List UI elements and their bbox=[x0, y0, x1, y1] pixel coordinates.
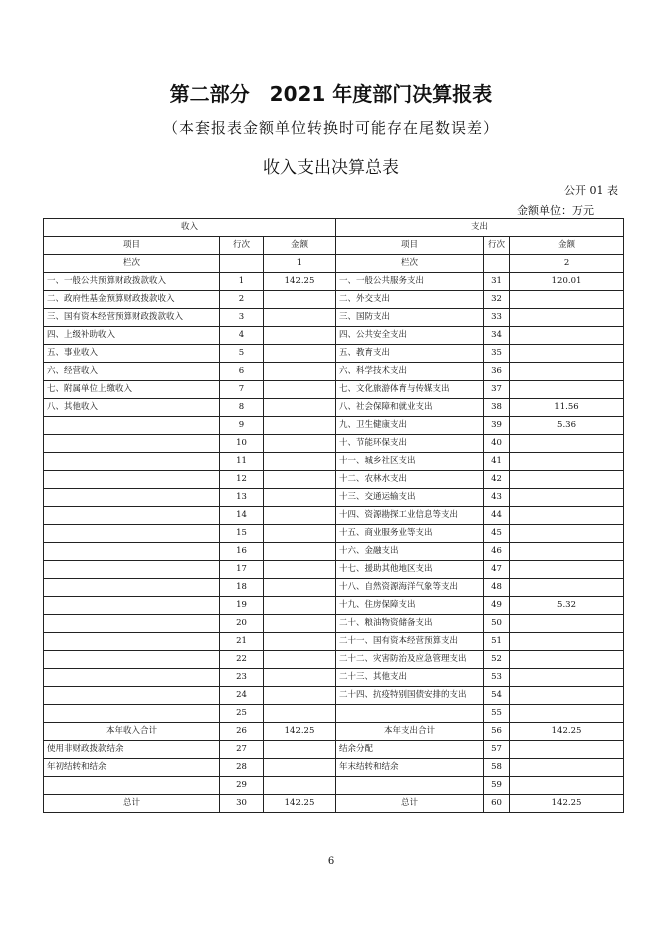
table-row bbox=[44, 543, 624, 561]
table-row bbox=[44, 525, 624, 543]
table-row bbox=[44, 507, 624, 525]
expense-amount bbox=[510, 579, 624, 597]
table-row bbox=[44, 777, 624, 795]
income-item: 年初结转和结余 bbox=[44, 759, 220, 777]
income-row-number: 21 bbox=[220, 633, 264, 651]
income-lanci-blank bbox=[220, 255, 264, 273]
income-amount bbox=[264, 669, 336, 687]
expense-row-number: 57 bbox=[484, 741, 510, 759]
income-amount bbox=[264, 363, 336, 381]
income-row-number: 30 bbox=[220, 795, 264, 813]
expense-item: 年末结转和结余 bbox=[336, 759, 484, 777]
income-item bbox=[44, 435, 220, 453]
income-amount bbox=[264, 489, 336, 507]
expense-item: 六、科学技术支出 bbox=[336, 363, 484, 381]
column-header-row bbox=[44, 237, 624, 255]
expense-row-number: 37 bbox=[484, 381, 510, 399]
income-row-number: 3 bbox=[220, 309, 264, 327]
expense-item: 本年支出合计 bbox=[336, 723, 484, 741]
income-amount bbox=[264, 327, 336, 345]
income-item bbox=[44, 777, 220, 795]
income-row-number: 13 bbox=[220, 489, 264, 507]
income-row-number: 25 bbox=[220, 705, 264, 723]
income-amount bbox=[264, 615, 336, 633]
income-amount bbox=[264, 705, 336, 723]
expense-amount bbox=[510, 687, 624, 705]
expense-item: 十八、自然资源海洋气象等支出 bbox=[336, 579, 484, 597]
expense-amount bbox=[510, 309, 624, 327]
table-row bbox=[44, 471, 624, 489]
expense-amount bbox=[510, 471, 624, 489]
income-item bbox=[44, 579, 220, 597]
income-item bbox=[44, 633, 220, 651]
table-row bbox=[44, 597, 624, 615]
expense-amount: 5.32 bbox=[510, 597, 624, 615]
expense-item: 三、国防支出 bbox=[336, 309, 484, 327]
income-item: 使用非财政拨款结余 bbox=[44, 741, 220, 759]
expense-lanci-blank bbox=[484, 255, 510, 273]
income-row-number: 7 bbox=[220, 381, 264, 399]
income-item bbox=[44, 705, 220, 723]
income-amount bbox=[264, 597, 336, 615]
expense-row-number: 41 bbox=[484, 453, 510, 471]
income-row-number: 2 bbox=[220, 291, 264, 309]
income-row-number: 26 bbox=[220, 723, 264, 741]
income-item bbox=[44, 525, 220, 543]
column-number-row bbox=[44, 255, 624, 273]
income-row-header: 行次 bbox=[220, 237, 264, 255]
expense-item: 四、公共安全支出 bbox=[336, 327, 484, 345]
table-row bbox=[44, 453, 624, 471]
table-row bbox=[44, 759, 624, 777]
expense-row-number: 36 bbox=[484, 363, 510, 381]
income-item bbox=[44, 687, 220, 705]
income-item: 三、国有资本经营预算财政拨款收入 bbox=[44, 309, 220, 327]
expense-lanci-label: 栏次 bbox=[336, 255, 484, 273]
income-item bbox=[44, 471, 220, 489]
expense-item-header: 项目 bbox=[336, 237, 484, 255]
expense-amount bbox=[510, 489, 624, 507]
expense-row-number: 58 bbox=[484, 759, 510, 777]
income-item bbox=[44, 489, 220, 507]
expense-amount bbox=[510, 525, 624, 543]
expense-amount bbox=[510, 669, 624, 687]
expense-item: 二十三、其他支出 bbox=[336, 669, 484, 687]
income-row-number: 23 bbox=[220, 669, 264, 687]
income-item-header: 项目 bbox=[44, 237, 220, 255]
income-row-number: 6 bbox=[220, 363, 264, 381]
expense-item: 十七、援助其他地区支出 bbox=[336, 561, 484, 579]
table-row bbox=[44, 489, 624, 507]
expense-item: 十二、农林水支出 bbox=[336, 471, 484, 489]
table-row bbox=[44, 309, 624, 327]
expense-item: 结余分配 bbox=[336, 741, 484, 759]
table-title: 收入支出决算总表 bbox=[263, 158, 399, 178]
amount-unit: 金额单位：万元 bbox=[517, 204, 594, 217]
income-row-number: 1 bbox=[220, 273, 264, 291]
expense-item bbox=[336, 777, 484, 795]
expense-amount: 120.01 bbox=[510, 273, 624, 291]
expense-item: 二、外交支出 bbox=[336, 291, 484, 309]
form-code: 公开 01 表 bbox=[564, 184, 618, 197]
expense-amount bbox=[510, 651, 624, 669]
page-title: 第二部分 2021 年度部门决算报表 bbox=[169, 82, 493, 106]
table-row bbox=[44, 291, 624, 309]
table-row bbox=[44, 687, 624, 705]
income-amount bbox=[264, 561, 336, 579]
expense-row-number: 55 bbox=[484, 705, 510, 723]
expense-row-number: 45 bbox=[484, 525, 510, 543]
expense-item: 十、节能环保支出 bbox=[336, 435, 484, 453]
income-row-number: 10 bbox=[220, 435, 264, 453]
expense-item: 二十、粮油物资储备支出 bbox=[336, 615, 484, 633]
expense-item: 一、一般公共服务支出 bbox=[336, 273, 484, 291]
table-row bbox=[44, 651, 624, 669]
expense-row-number: 60 bbox=[484, 795, 510, 813]
income-column-number: 1 bbox=[264, 255, 336, 273]
expense-row-number: 42 bbox=[484, 471, 510, 489]
income-row-number: 22 bbox=[220, 651, 264, 669]
income-row-number: 12 bbox=[220, 471, 264, 489]
expense-amount bbox=[510, 633, 624, 651]
income-item: 一、一般公共预算财政拨款收入 bbox=[44, 273, 220, 291]
table-row bbox=[44, 579, 624, 597]
expense-row-number: 31 bbox=[484, 273, 510, 291]
income-lanci-label: 栏次 bbox=[44, 255, 220, 273]
expense-item: 七、文化旅游体育与传媒支出 bbox=[336, 381, 484, 399]
income-amount bbox=[264, 381, 336, 399]
table-row bbox=[44, 435, 624, 453]
income-row-number: 19 bbox=[220, 597, 264, 615]
expense-item: 十三、交通运输支出 bbox=[336, 489, 484, 507]
expense-amount: 11.56 bbox=[510, 399, 624, 417]
expense-item: 十一、城乡社区支出 bbox=[336, 453, 484, 471]
expense-amount bbox=[510, 705, 624, 723]
income-amount bbox=[264, 453, 336, 471]
expense-row-number: 51 bbox=[484, 633, 510, 651]
expense-row-number: 32 bbox=[484, 291, 510, 309]
expense-amount-header: 金额 bbox=[510, 237, 624, 255]
income-amount: 142.25 bbox=[264, 723, 336, 741]
income-row-number: 4 bbox=[220, 327, 264, 345]
expense-row-number: 35 bbox=[484, 345, 510, 363]
expense-item: 十六、金融支出 bbox=[336, 543, 484, 561]
expense-row-number: 33 bbox=[484, 309, 510, 327]
table-row bbox=[44, 669, 624, 687]
expense-item: 十五、商业服务业等支出 bbox=[336, 525, 484, 543]
expense-amount bbox=[510, 741, 624, 759]
income-amount bbox=[264, 345, 336, 363]
expense-row-number: 59 bbox=[484, 777, 510, 795]
expense-amount bbox=[510, 345, 624, 363]
table-row bbox=[44, 741, 624, 759]
expense-item: 九、卫生健康支出 bbox=[336, 417, 484, 435]
income-amount bbox=[264, 543, 336, 561]
expense-item: 五、教育支出 bbox=[336, 345, 484, 363]
expense-amount bbox=[510, 759, 624, 777]
table-row bbox=[44, 795, 624, 813]
expense-amount: 142.25 bbox=[510, 795, 624, 813]
expense-amount bbox=[510, 453, 624, 471]
expense-amount bbox=[510, 381, 624, 399]
table-row bbox=[44, 399, 624, 417]
page-number: 6 bbox=[327, 856, 335, 867]
expense-item bbox=[336, 705, 484, 723]
table-row bbox=[44, 723, 624, 741]
income-amount bbox=[264, 687, 336, 705]
income-amount bbox=[264, 777, 336, 795]
income-row-number: 17 bbox=[220, 561, 264, 579]
income-row-number: 8 bbox=[220, 399, 264, 417]
income-row-number: 18 bbox=[220, 579, 264, 597]
income-item: 二、政府性基金预算财政拨款收入 bbox=[44, 291, 220, 309]
income-amount bbox=[264, 759, 336, 777]
expense-item: 二十二、灾害防治及应急管理支出 bbox=[336, 651, 484, 669]
expense-amount bbox=[510, 363, 624, 381]
expense-row-number: 49 bbox=[484, 597, 510, 615]
income-item bbox=[44, 615, 220, 633]
expense-row-number: 48 bbox=[484, 579, 510, 597]
income-item bbox=[44, 597, 220, 615]
expense-row-number: 43 bbox=[484, 489, 510, 507]
expense-amount: 142.25 bbox=[510, 723, 624, 741]
expense-item: 二十四、抗疫特别国债安排的支出 bbox=[336, 687, 484, 705]
income-amount bbox=[264, 507, 336, 525]
expense-column-number: 2 bbox=[510, 255, 624, 273]
table-row bbox=[44, 633, 624, 651]
income-row-number: 27 bbox=[220, 741, 264, 759]
table-row bbox=[44, 327, 624, 345]
income-amount bbox=[264, 309, 336, 327]
income-amount bbox=[264, 633, 336, 651]
expense-amount bbox=[510, 435, 624, 453]
expense-row-number: 34 bbox=[484, 327, 510, 345]
expense-row-number: 47 bbox=[484, 561, 510, 579]
expense-row-number: 46 bbox=[484, 543, 510, 561]
expense-row-number: 53 bbox=[484, 669, 510, 687]
income-item: 五、事业收入 bbox=[44, 345, 220, 363]
income-item: 总计 bbox=[44, 795, 220, 813]
expense-amount bbox=[510, 561, 624, 579]
expense-amount bbox=[510, 327, 624, 345]
expense-amount bbox=[510, 777, 624, 795]
income-amount bbox=[264, 417, 336, 435]
income-row-number: 9 bbox=[220, 417, 264, 435]
expense-item: 八、社会保障和就业支出 bbox=[336, 399, 484, 417]
income-item: 四、上级补助收入 bbox=[44, 327, 220, 345]
income-item: 七、附属单位上缴收入 bbox=[44, 381, 220, 399]
expense-row-number: 39 bbox=[484, 417, 510, 435]
income-row-number: 20 bbox=[220, 615, 264, 633]
table-row bbox=[44, 705, 624, 723]
income-item bbox=[44, 507, 220, 525]
income-item bbox=[44, 417, 220, 435]
income-amount: 142.25 bbox=[264, 273, 336, 291]
income-row-number: 29 bbox=[220, 777, 264, 795]
table-row bbox=[44, 381, 624, 399]
expense-amount bbox=[510, 291, 624, 309]
table-row bbox=[44, 615, 624, 633]
income-item bbox=[44, 561, 220, 579]
income-item bbox=[44, 543, 220, 561]
table-row bbox=[44, 561, 624, 579]
income-amount bbox=[264, 525, 336, 543]
table-row bbox=[44, 363, 624, 381]
expense-header: 支出 bbox=[336, 219, 624, 237]
income-row-number: 14 bbox=[220, 507, 264, 525]
income-amount: 142.25 bbox=[264, 795, 336, 813]
expense-row-number: 52 bbox=[484, 651, 510, 669]
expense-amount bbox=[510, 615, 624, 633]
income-row-number: 16 bbox=[220, 543, 264, 561]
income-row-number: 5 bbox=[220, 345, 264, 363]
expense-row-number: 44 bbox=[484, 507, 510, 525]
expense-row-number: 38 bbox=[484, 399, 510, 417]
income-row-number: 24 bbox=[220, 687, 264, 705]
income-amount bbox=[264, 399, 336, 417]
subtitle: （本套报表金额单位转换时可能存在尾数误差） bbox=[162, 119, 499, 137]
income-item bbox=[44, 651, 220, 669]
expense-row-number: 50 bbox=[484, 615, 510, 633]
budget-table bbox=[43, 218, 624, 813]
income-amount-header: 金额 bbox=[264, 237, 336, 255]
income-amount bbox=[264, 471, 336, 489]
income-row-number: 28 bbox=[220, 759, 264, 777]
expense-amount bbox=[510, 543, 624, 561]
table-row bbox=[44, 273, 624, 291]
expense-row-number: 54 bbox=[484, 687, 510, 705]
income-amount bbox=[264, 291, 336, 309]
expense-amount: 5.36 bbox=[510, 417, 624, 435]
expense-amount bbox=[510, 507, 624, 525]
table-row bbox=[44, 345, 624, 363]
income-row-number: 11 bbox=[220, 453, 264, 471]
expense-item: 二十一、国有资本经营预算支出 bbox=[336, 633, 484, 651]
income-item: 六、经营收入 bbox=[44, 363, 220, 381]
income-header: 收入 bbox=[44, 219, 336, 237]
expense-row-number: 56 bbox=[484, 723, 510, 741]
income-item bbox=[44, 453, 220, 471]
section-header-row bbox=[44, 219, 624, 237]
income-amount bbox=[264, 435, 336, 453]
table-row bbox=[44, 417, 624, 435]
income-item: 八、其他收入 bbox=[44, 399, 220, 417]
income-amount bbox=[264, 651, 336, 669]
income-amount bbox=[264, 741, 336, 759]
income-item bbox=[44, 669, 220, 687]
expense-item: 十九、住房保障支出 bbox=[336, 597, 484, 615]
expense-row-number: 40 bbox=[484, 435, 510, 453]
expense-row-header: 行次 bbox=[484, 237, 510, 255]
expense-item: 十四、资源勘探工业信息等支出 bbox=[336, 507, 484, 525]
income-amount bbox=[264, 579, 336, 597]
expense-item: 总计 bbox=[336, 795, 484, 813]
income-item: 本年收入合计 bbox=[44, 723, 220, 741]
income-row-number: 15 bbox=[220, 525, 264, 543]
